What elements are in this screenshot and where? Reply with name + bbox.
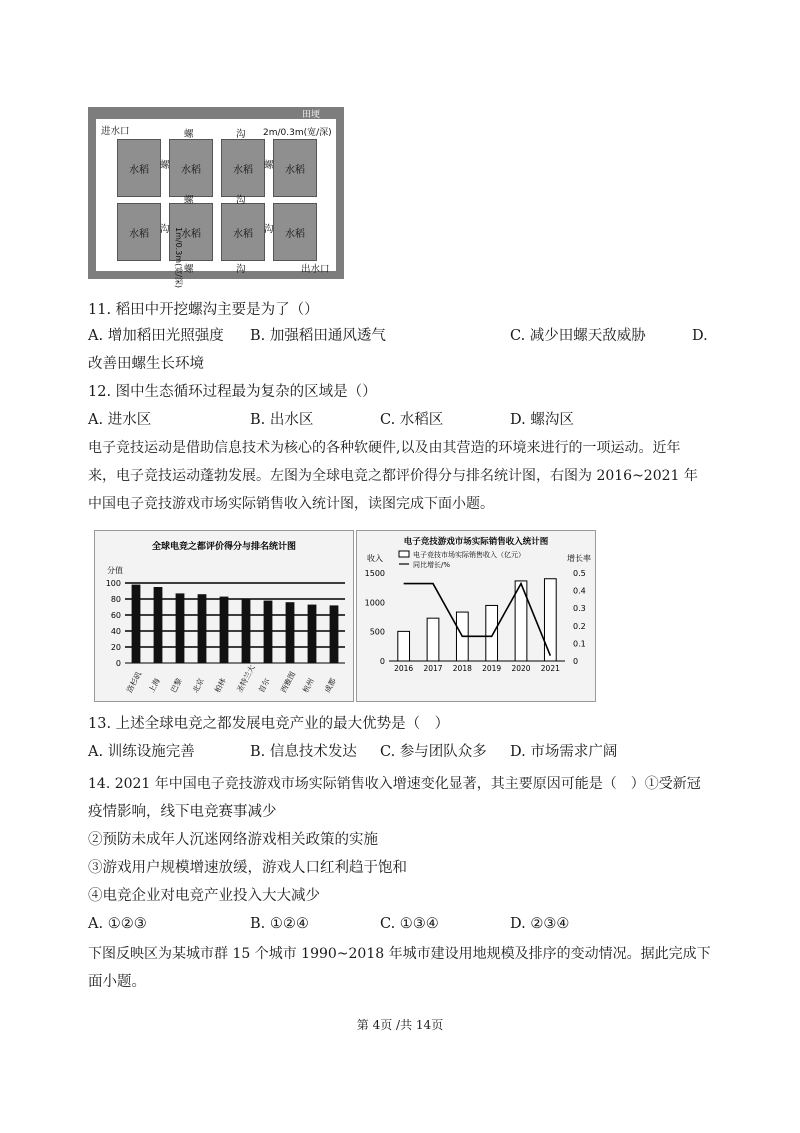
x-tick-label: 柏林 (212, 676, 228, 695)
q14-option-c[interactable]: C. ①③④ (380, 916, 439, 932)
x-tick-label: 2021 (540, 664, 560, 673)
q13-option-a[interactable]: A. 训练设施完善 (88, 744, 195, 760)
bar (242, 599, 251, 663)
q11-option-d[interactable]: D. (692, 328, 708, 344)
bar (286, 602, 295, 663)
intro-paragraph-line: 下图反映区为某城市群 15 个城市 1990~2018 年城市建设用地规模及排序的变动情况。据此完成下 (88, 946, 711, 962)
right-chart-frame (356, 530, 596, 702)
x-tick-label: 2019 (482, 664, 502, 673)
question-14-stem: 14. 2021 年中国电子竞技游戏市场实际销售收入增速变化显著，其主要原因可能是（ ）①受新冠 (88, 776, 701, 792)
q11-option-a[interactable]: A. 增加稻田光照强度 (88, 328, 224, 344)
ditch-dimension-label: 2m/0.3m(宽/深) (263, 128, 332, 138)
bar (154, 587, 163, 663)
ditch-label: 沟 (264, 224, 274, 235)
x-tick-label: 圣特兰大 (234, 663, 257, 695)
ditch-label: 螺 (264, 160, 274, 171)
x-tick-label: 上海 (146, 676, 162, 695)
y2-tick-label: 0.3 (573, 604, 586, 614)
question-12-stem: 12. 图中生态循环过程最为复杂的区域是（） (88, 384, 377, 400)
y-tick-label: 100 (105, 579, 121, 588)
ditch-label: 沟 (160, 224, 170, 235)
q13-option-b[interactable]: B. 信息技术发达 (250, 744, 357, 760)
intro-paragraph-line: 电子竞技运动是借助信息技术为核心的各种软硬件,以及由其营造的环境来进行的一项运动。近年 (88, 440, 681, 456)
q11-option-d-text: 改善田螺生长环境 (88, 356, 204, 372)
rice-field: 水稻 (273, 139, 317, 197)
bar (176, 593, 185, 663)
legend-label: 同比增长/% (413, 561, 451, 569)
y2-tick-label: 0.5 (573, 569, 586, 578)
x-tick-label: 首尔 (256, 676, 272, 695)
y2-tick-label: 0.4 (573, 586, 586, 596)
y-tick-label: 1500 (364, 569, 385, 578)
revenue-bar (544, 579, 556, 661)
question-13-stem: 13. 上述全球电竞之都发展电竞产业的最大优势是（ ） (88, 716, 450, 732)
y-axis-label: 分值 (107, 566, 123, 575)
inlet-label: 进水口 (101, 126, 130, 137)
x-tick-label: 杭州 (300, 676, 316, 695)
bar (132, 585, 141, 663)
page-footer: 第 4页 /共 14页 (356, 1018, 444, 1032)
ditch-label: 螺 (184, 129, 194, 140)
q12-option-b[interactable]: B. 出水区 (250, 412, 314, 428)
ridge-label: 田埂 (302, 110, 321, 120)
revenue-bar (398, 631, 410, 661)
ditch-label: 沟 (236, 129, 246, 140)
y-tick-label: 0 (379, 657, 385, 666)
bar (198, 594, 207, 663)
q14-option-b[interactable]: B. ①②④ (250, 916, 309, 932)
y2-tick-label: 0.2 (573, 621, 586, 631)
esports-revenue-chart (357, 531, 595, 701)
intro-paragraph-line: 面小题。 (88, 974, 146, 990)
y-tick-label: 500 (369, 627, 385, 637)
bar (308, 605, 317, 663)
y2-axis-label: 增长率 (567, 554, 591, 563)
ditch-label: 螺 (160, 160, 170, 171)
chart-title: 全球电竞之都评价得分与排名统计图 (151, 542, 297, 552)
rice-field: 水稻 (221, 139, 265, 197)
y-tick-label: 0 (115, 659, 121, 668)
q12-option-c[interactable]: C. 水稻区 (380, 412, 444, 428)
rice-field: 水稻 (273, 203, 317, 261)
rice-field: 水稻 (169, 203, 213, 261)
question-14-stem: 疫情影响，线下电竞赛事减少 (88, 804, 277, 820)
left-chart-frame (94, 530, 354, 702)
ditch-dimension-label: 1m/0.3m(宽/深) (174, 227, 183, 289)
y2-tick-label: 0.1 (573, 639, 586, 649)
revenue-bar (427, 618, 439, 661)
esports-city-score-chart (95, 531, 353, 701)
growth-rate-line (404, 584, 551, 656)
y-tick-label: 80 (110, 595, 121, 604)
q13-option-d[interactable]: D. 市场需求广阔 (510, 744, 618, 760)
chart-title: 电子竞技游戏市场实际销售收入统计图 (403, 537, 549, 547)
legend-bar-swatch (399, 551, 409, 557)
x-tick-label: 巴黎 (168, 676, 184, 695)
q13-option-c[interactable]: C. 参与团队众多 (380, 744, 487, 760)
rice-field: 水稻 (117, 139, 161, 197)
ditch-label: 沟 (236, 264, 246, 275)
intro-paragraph-line: 来，电子竞技运动蓬勃发展。左图为全球电竞之都评价得分与排名统计图，右图为 2016~2021 年 (88, 468, 698, 484)
rice-field: 水稻 (117, 203, 161, 261)
x-tick-label: 成都 (322, 676, 338, 695)
rice-field: 水稻 (169, 139, 213, 197)
x-tick-label: 2016 (394, 664, 414, 673)
y2-tick-label: 0 (573, 657, 579, 666)
ditch-label: 沟 (236, 195, 246, 206)
intro-paragraph-line: 中国电子竞技游戏市场实际销售收入统计图，读图完成下面小题。 (88, 496, 494, 512)
outlet-label: 出水口 (301, 264, 330, 275)
q11-option-c[interactable]: C. 减少田螺天敌威胁 (510, 328, 646, 344)
x-tick-label: 2018 (452, 664, 472, 673)
bar (330, 605, 339, 663)
x-tick-label: 北京 (190, 676, 206, 695)
question-14-item: ②预防未成年人沉迷网络游戏相关政策的实施 (88, 832, 378, 848)
question-14-item: ④电竞企业对电竞产业投入大大减少 (88, 888, 320, 904)
question-14-item: ③游戏用户规模增速放缓，游戏人口红利趋于饱和 (88, 860, 407, 876)
question-11-stem: 11. 稻田中开挖螺沟主要是为了（） (88, 302, 319, 318)
ditch-label: 螺 (184, 195, 194, 206)
q14-option-d[interactable]: D. ②③④ (510, 916, 570, 932)
rice-field: 水稻 (221, 203, 265, 261)
q12-option-d[interactable]: D. 螺沟区 (510, 412, 574, 428)
x-tick-label: 西雅图 (278, 670, 298, 695)
legend-label: 电子竞技市场实际销售收入（亿元） (413, 551, 525, 559)
q11-option-b[interactable]: B. 加强稻田通风透气 (250, 328, 386, 344)
q12-option-a[interactable]: A. 进水区 (88, 412, 152, 428)
y-tick-label: 1000 (364, 598, 385, 608)
x-tick-label: 2017 (423, 664, 443, 673)
y-tick-label: 60 (110, 611, 121, 620)
y-tick-label: 40 (110, 627, 121, 636)
q14-option-a[interactable]: A. ①②③ (88, 916, 147, 932)
y-axis-label: 收入 (367, 554, 383, 563)
y-tick-label: 20 (110, 643, 121, 652)
paddy-field-diagram (88, 107, 344, 289)
bar (264, 601, 273, 663)
bar (220, 597, 229, 663)
ditch-label: 螺 (184, 264, 194, 275)
x-tick-label: 2020 (511, 664, 531, 673)
revenue-bar (486, 605, 498, 661)
x-tick-label: 洛杉矶 (124, 670, 144, 695)
